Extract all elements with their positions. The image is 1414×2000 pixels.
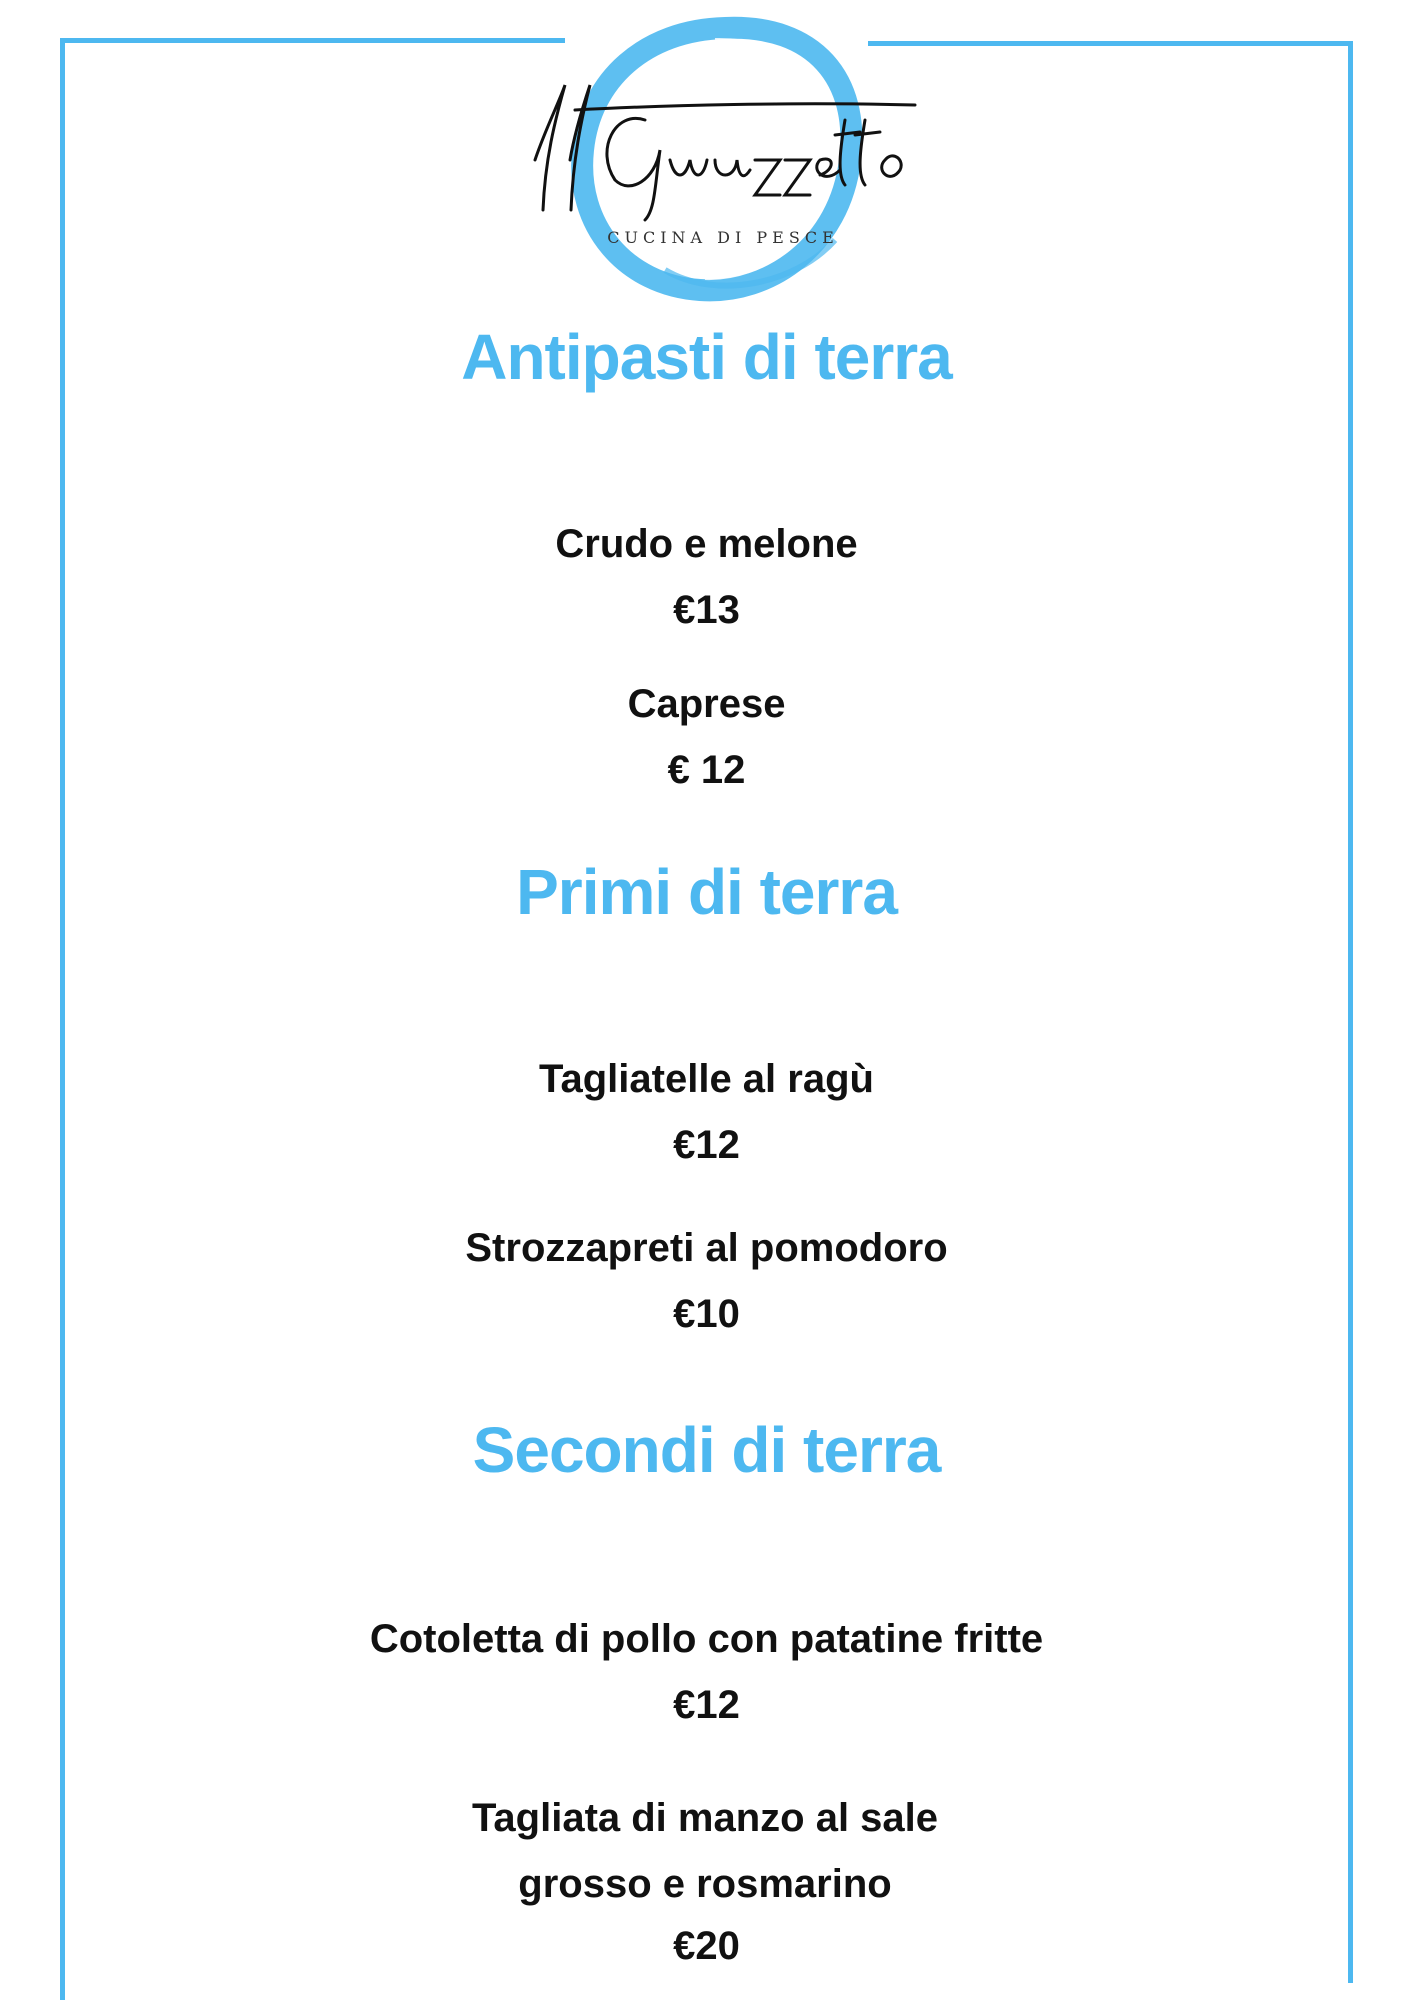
menu-item-price: €10	[673, 1292, 740, 1336]
section-title-primi: Primi di terra	[516, 856, 897, 928]
menu-item-name: Crudo e melone	[555, 522, 858, 566]
menu-item-name: Strozzapreti al pomodoro	[465, 1226, 948, 1270]
menu-content	[65, 0, 1348, 2000]
menu-item-name: Tagliata di manzo al sale grosso e rosmarino	[471, 1796, 939, 1906]
section-title-secondi: Secondi di terra	[472, 1414, 941, 1486]
menu-item-price: €12	[673, 1683, 740, 1727]
frame-border-right	[1348, 43, 1353, 1983]
menu-item-price: €12	[673, 1123, 740, 1167]
logo-tagline: CUCINA DI PESCE	[607, 228, 839, 247]
menu-item-name: Tagliatelle al ragù	[539, 1057, 874, 1101]
menu-item-name: Caprese	[627, 682, 786, 726]
menu-item-name: Cotoletta di pollo con patatine fritte	[369, 1617, 1044, 1661]
menu-item-price: € 12	[667, 748, 746, 792]
section-title-antipasti: Antipasti di terra	[461, 321, 952, 393]
menu-item-price: €13	[673, 588, 740, 632]
menu-item-price: €20	[673, 1924, 740, 1968]
